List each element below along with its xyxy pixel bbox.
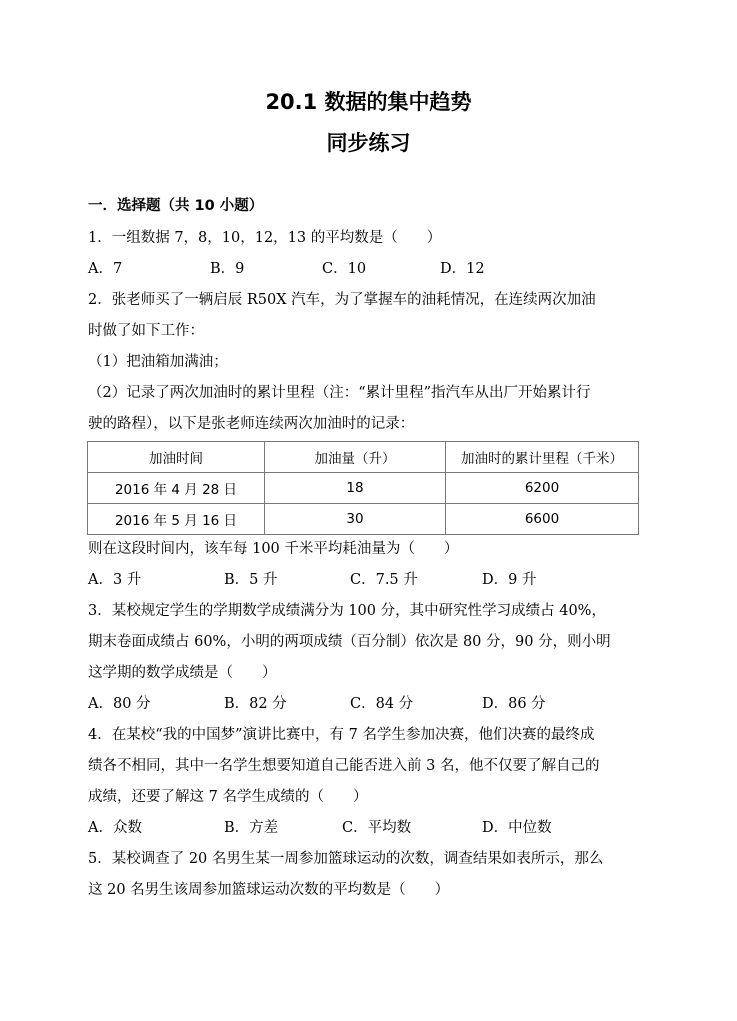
table-header-cell: 加油时间 (88, 442, 265, 473)
q2-line-2: 时做了如下工作： (88, 323, 204, 339)
table-cell-mileage: 6600 (446, 504, 639, 535)
q2-question: 则在这段时间内，该车每 100 千米平均耗油量为（ ） (88, 541, 459, 557)
q1-option-a: A．7 (88, 261, 123, 277)
table-cell-amount: 18 (265, 473, 446, 504)
q2-options (88, 570, 648, 590)
q1-option-b: B．9 (210, 261, 245, 277)
q3-option-a: A．80 分 (88, 696, 151, 712)
q4-options (88, 818, 648, 838)
table-cell-date: 2016 年 4 月 28 日 (88, 473, 265, 504)
section-heading: 一．选择题（共 10 小题） (88, 198, 264, 214)
q3-line-1: 3．某校规定学生的学期数学成绩满分为 100 分，其中研究性学习成绩占 40%， (88, 603, 606, 619)
q4-option-c: C．平均数 (342, 820, 412, 836)
table-header-cell: 加油时的累计里程（千米） (446, 442, 639, 473)
q2-option-d: D．9 升 (482, 572, 537, 588)
q4-option-d: D．中位数 (482, 820, 552, 836)
q1-options (88, 259, 648, 279)
table-cell-amount: 30 (265, 504, 446, 535)
q5-line-1: 5．某校调查了 20 名男生某一周参加篮球运动的次数，调查结果如表所示，那么 (88, 851, 604, 867)
q4-line-2: 绩各不相同，其中一名学生想要知道自己能否进入前 3 名，他不仅要了解自己的 (88, 758, 600, 774)
q4-line-1: 4．在某校“我的中国梦”演讲比赛中，有 7 名学生参加决赛，他们决赛的最终成 (88, 727, 595, 743)
q3-line-3: 这学期的数学成绩是（ ） (88, 665, 277, 681)
table-row (88, 473, 639, 504)
q1-option-c: C．10 (322, 261, 367, 277)
q4-option-a: A．众数 (88, 820, 142, 836)
q2-line-5: 驶的路程），以下是张老师连续两次加油时的记录： (88, 416, 415, 432)
table-row (88, 504, 639, 535)
document-title: 20.1 数据的集中趋势 (265, 90, 472, 114)
refuel-record-table (87, 441, 639, 535)
q3-options (88, 694, 648, 714)
q2-option-a: A．3 升 (88, 572, 142, 588)
q3-line-2: 期末卷面成绩占 60%，小明的两项成绩（百分制）依次是 80 分，90 分，则小明 (88, 634, 611, 650)
q2-line-1: 2．张老师买了一辆启辰 R50X 汽车，为了掌握车的油耗情况，在连续两次加油 (88, 292, 596, 308)
q4-line-3: 成绩，还要了解这 7 名学生成绩的（ ） (88, 789, 368, 805)
q1-option-d: D．12 (440, 261, 485, 277)
table-header-cell: 加油量（升） (265, 442, 446, 473)
q2-option-c: C．7.5 升 (350, 572, 418, 588)
q5-line-2: 这 20 名男生该周参加篮球运动次数的平均数是（ ） (88, 882, 450, 898)
table-cell-mileage: 6200 (446, 473, 639, 504)
table-header-row (88, 442, 639, 473)
q1-stem: 1．一组数据 7，8，10，12，13 的平均数是（ ） (88, 230, 442, 246)
table-cell-date: 2016 年 5 月 16 日 (88, 504, 265, 535)
q3-option-c: C．84 分 (350, 696, 414, 712)
document-subtitle: 同步练习 (326, 131, 411, 155)
q2-option-b: B．5 升 (224, 572, 278, 588)
q4-option-b: B．方差 (224, 820, 279, 836)
q2-line-3: （1）把油箱加满油； (88, 354, 228, 370)
q2-line-4: （2）记录了两次加油时的累计里程（注：“累计里程”指汽车从出厂开始累计行 (88, 385, 591, 401)
q3-option-d: D．86 分 (482, 696, 546, 712)
q3-option-b: B．82 分 (224, 696, 287, 712)
